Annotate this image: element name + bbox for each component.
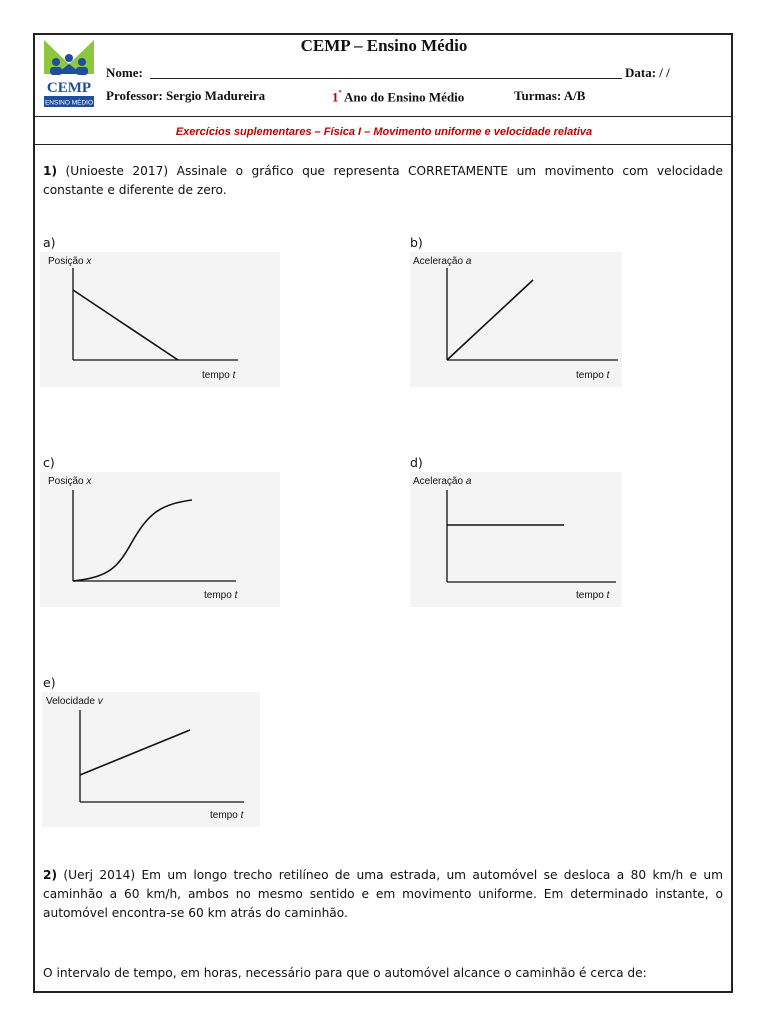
option-b-xlabel: tempo t — [576, 370, 610, 381]
option-b-ylabel: Aceleração a — [413, 256, 472, 267]
option-d-label: d) — [410, 455, 423, 470]
grade-number: 1 — [332, 89, 339, 105]
subtitle-divider — [35, 144, 731, 145]
option-a-xlabel: tempo t — [202, 370, 236, 381]
option-e-label: e) — [43, 675, 56, 690]
question-1-number: 1) — [43, 164, 58, 178]
option-d-graph — [410, 472, 622, 607]
question-2 — [43, 866, 723, 923]
option-c-ylabel: Posição x — [48, 476, 92, 487]
grade-label — [332, 88, 464, 105]
option-c-xlabel: tempo t — [204, 590, 238, 601]
grade-ordinal: º — [338, 88, 342, 98]
question-2-number: 2) — [43, 868, 58, 882]
question-2-text: (Uerj 2014) Em um longo trecho retilíneo de uma estrada, um automóvel se desloca a 80 km/h e um caminhão a 60 km/h, ambos no mesmo sentido e em movimento uniforme. Em determinado instante, o automóvel encontra-se 60 km atrás do caminhão. — [43, 868, 723, 920]
option-a-graph — [40, 252, 280, 387]
question-1 — [43, 162, 723, 200]
worksheet-subtitle: Exercícios suplementares – Física I – Movimento uniforme e velocidade relativa — [175, 126, 593, 138]
grade-text: Ano do Ensino Médio — [341, 89, 465, 105]
option-a-ylabel: Posição x — [48, 256, 92, 267]
svg-text:ENSINO MÉDIO: ENSINO MÉDIO — [44, 99, 94, 107]
option-a-label: a) — [43, 235, 56, 250]
question-2-prompt: O intervalo de tempo, em horas, necessário para que o automóvel alcance o caminhão é cerca de: — [43, 966, 647, 980]
professor-label: Professor: Sergio Madureira — [106, 88, 266, 103]
option-e-xlabel: tempo t — [210, 810, 244, 821]
school-title: CEMP – Ensino Médio — [300, 36, 468, 55]
classes-label: Turmas: A/B — [514, 88, 586, 103]
option-e-ylabel: Velocidade v — [46, 696, 103, 707]
option-d-xlabel: tempo t — [576, 590, 610, 601]
option-b-label: b) — [410, 235, 423, 250]
option-b-graph — [410, 252, 622, 387]
name-label: Nome: — [106, 65, 143, 80]
option-c-graph — [40, 472, 280, 607]
svg-text:CEMP: CEMP — [46, 80, 92, 96]
option-d-ylabel: Aceleração a — [413, 476, 472, 487]
name-field[interactable] — [150, 78, 622, 79]
header-divider — [35, 116, 731, 117]
option-c-label: c) — [43, 455, 55, 470]
question-1-text: (Unioeste 2017) Assinale o gráfico que representa CORRETAMENTE um movimento com velocidade constante e diferente de zero. — [43, 164, 723, 197]
option-e-graph — [42, 692, 260, 827]
date-label: Data: / / — [625, 65, 670, 80]
